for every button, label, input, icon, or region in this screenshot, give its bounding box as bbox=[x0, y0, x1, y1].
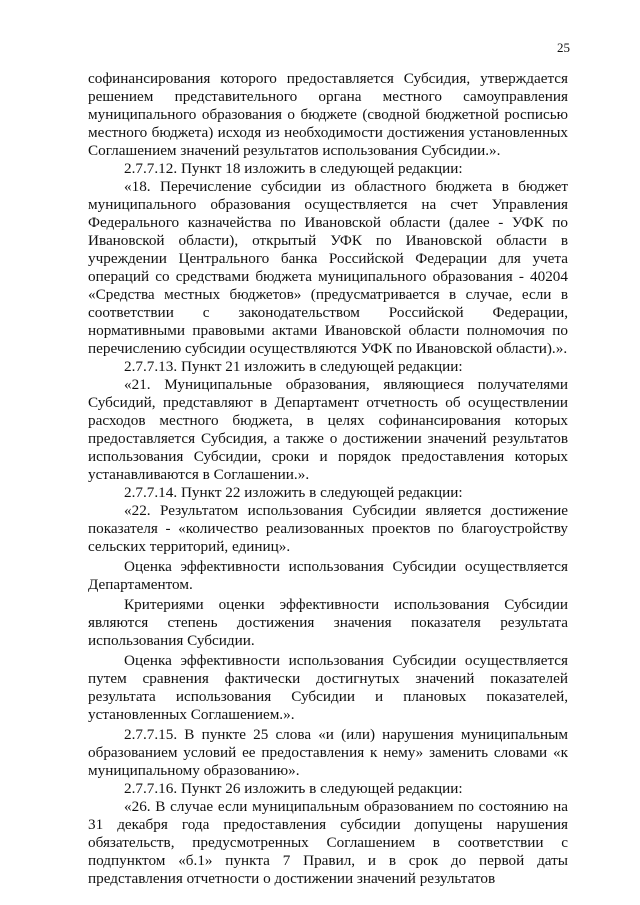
paragraph: «18. Перечисление субсидии из областного бюджета в бюджет муниципального образования осуществляется на счет Управления Федерального казначейства по Ивановской области (далее - УФК по Ивановской области), открытый УФК по Ивановской области в учреждении Центрального банка Российской Федерации для учета операций со средствами бюджета муниципального образования - 40204 «Средства местных бюджетов» (предусматривается в случае, если в соответствии с законодательством Российской Федерации, нормативными правовыми актами Ивановской области полномочия по перечислению субсидии осуществляются УФК по Ивановской области).». bbox=[88, 178, 568, 357]
document-body bbox=[88, 70, 568, 888]
paragraph: «22. Результатом использования Субсидии является достижение показателя - «количество реализованных проектов по благоустройству сельских территорий, единиц». bbox=[88, 502, 568, 555]
paragraph: Оценка эффективности использования Субсидии осуществляется Департаментом. bbox=[88, 558, 568, 593]
paragraph: 2.7.7.16. Пункт 26 изложить в следующей редакции: bbox=[124, 780, 463, 797]
paragraph: «26. В случае если муниципальным образованием по состоянию на 31 декабря года предоставления субсидии допущены нарушения обязательств, предусмотренных Соглашением в соответствии с подпунктом «б.1» пункта 7 Правил, и в срок до первой даты представления отчетности о достижении значений результатов bbox=[88, 798, 568, 887]
paragraph: софинансирования которого предоставляется Субсидия, утверждается решением представительного органа местного самоуправления муниципального образования о бюджете (сводной бюджетной росписью местного бюджета) исходя из необходимости достижения установленных Соглашением значений результатов использования Субсидии.». bbox=[88, 70, 568, 159]
paragraph: 2.7.7.14. Пункт 22 изложить в следующей редакции: bbox=[124, 484, 463, 501]
paragraph: 2.7.7.15. В пункте 25 слова «и (или) нарушения муниципальным образованием условий ее предоставления к нему» заменить словами «к муниципальному образованию». bbox=[88, 726, 568, 779]
page-number: 25 bbox=[557, 40, 570, 55]
paragraph: 2.7.7.13. Пункт 21 изложить в следующей редакции: bbox=[124, 358, 463, 375]
paragraph: Оценка эффективности использования Субсидии осуществляется путем сравнения фактически достигнутых значений показателей результата использования Субсидии и плановых показателей, установленных Соглашением.». bbox=[88, 652, 568, 723]
paragraph: «21. Муниципальные образования, являющиеся получателями Субсидий, представляют в Департамент отчетность об осуществлении расходов местного бюджета, в целях софинансирования которых предоставляется Субсидия, а также о достижении значений результатов использования Субсидии, сроки и порядок предоставления которых устанавливаются в Соглашении.». bbox=[88, 376, 568, 483]
paragraph: Критериями оценки эффективности использования Субсидии являются степень достижения значения показателя результата использования Субсидии. bbox=[88, 596, 568, 649]
paragraph: 2.7.7.12. Пункт 18 изложить в следующей редакции: bbox=[124, 160, 463, 177]
